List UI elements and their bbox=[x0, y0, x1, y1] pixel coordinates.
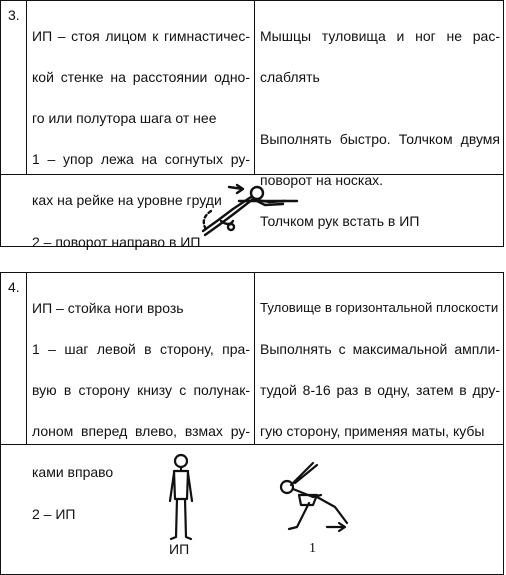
description-line: ИП – стоя лицом к гимнастичес- bbox=[32, 27, 250, 44]
notes-line: Толчком рук встать в ИП bbox=[260, 212, 420, 229]
description-line: 1 – упор лежа на согнутых ру- bbox=[32, 151, 250, 168]
push-up-figure-illustration bbox=[191, 181, 311, 241]
exercise-number: 4. bbox=[8, 279, 20, 295]
description-line: лоном вперед влево, взмах ру- bbox=[32, 423, 250, 440]
notes-line: поворот на носках. bbox=[260, 171, 384, 188]
notes-column-divider bbox=[254, 273, 255, 444]
notes-line: гую сторону, применяя маты, кубы bbox=[260, 423, 485, 440]
exercise-notes bbox=[260, 5, 500, 108]
description-line: го или полутора шага от нее bbox=[32, 109, 217, 126]
notes-line: Туловище в горизонтальной плоскости bbox=[260, 299, 499, 315]
number-column-divider bbox=[26, 1, 27, 174]
exercise-4-table bbox=[0, 272, 504, 575]
notes-line: Выполнять с максимальной ампли- bbox=[260, 340, 500, 357]
start-position-figure-illustration bbox=[161, 453, 201, 543]
notes-line: Мышцы туловища и ног не рас- bbox=[260, 27, 500, 44]
notes-line: тудой 8-16 раз в одну, затем в дру- bbox=[260, 381, 500, 398]
description-line: 2 – поворот направо в ИП bbox=[32, 233, 201, 250]
exercise-notes bbox=[260, 277, 500, 462]
start-position-caption: ИП bbox=[169, 541, 190, 557]
description-line: вую в сторону книзу с полунак- bbox=[32, 381, 250, 398]
notes-column-divider bbox=[254, 1, 255, 174]
exercise-3-table bbox=[0, 0, 504, 250]
number-column-divider bbox=[26, 273, 27, 444]
side-step-figure-illustration bbox=[273, 461, 363, 541]
exercise-number: 3. bbox=[8, 7, 20, 23]
description-line: кой стенке на расстоянии одно- bbox=[32, 68, 250, 85]
description-line: ИП – стойка ноги врозь bbox=[32, 299, 184, 316]
step-one-caption: 1 bbox=[309, 541, 316, 556]
notes-line: Выполнять быстро. Толчком двумя bbox=[260, 130, 500, 147]
description-line: 2 – ИП bbox=[32, 505, 76, 522]
notes-line: слаблять bbox=[260, 68, 320, 85]
description-line: ках на рейке на уровне груди bbox=[32, 192, 222, 209]
exercise-description bbox=[32, 277, 250, 545]
description-line: ками вправо bbox=[32, 464, 114, 481]
description-line: 1 – шаг левой в сторону, пра- bbox=[32, 340, 250, 357]
